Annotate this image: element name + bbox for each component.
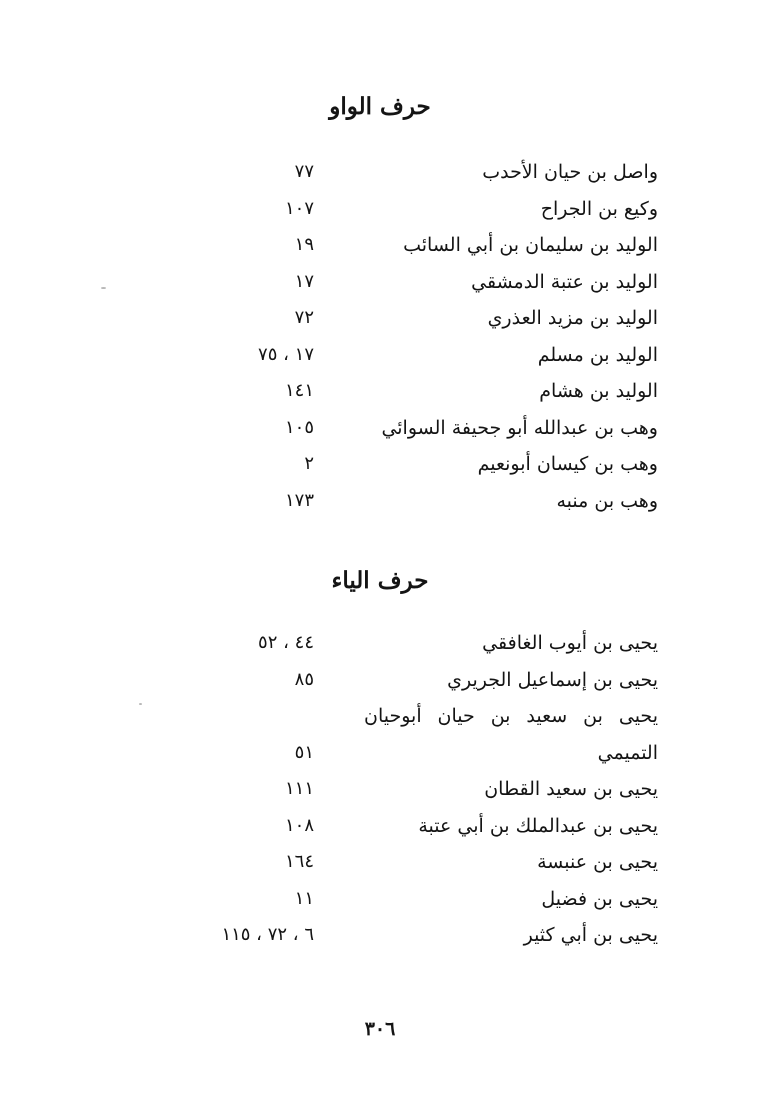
index-entry — [0, 267, 762, 304]
entry-pages: ٢ — [304, 453, 314, 474]
entry-name: وهب بن منبه — [556, 489, 658, 512]
index-entry — [0, 920, 762, 957]
index-entry — [0, 194, 762, 231]
entry-name: وهب بن كيسان أبونعيم — [477, 453, 658, 475]
entry-pages: ١٦٤ — [284, 851, 314, 872]
entry-pages: ١٤١ — [284, 380, 314, 401]
entry-name: الوليد بن سليمان بن أبي السائب — [403, 234, 658, 256]
index-entry — [0, 230, 762, 267]
entry-name: يحيى بن عنبسة — [537, 851, 658, 873]
entry-name: يحيى بن سعيد بن حيان أبوحيان — [364, 705, 658, 727]
entry-name: الوليد بن هشام — [539, 380, 658, 402]
index-entry — [0, 486, 762, 523]
entry-pages: ١٩ — [294, 234, 314, 255]
entry-name: الوليد بن مسلم — [537, 343, 658, 366]
entry-pages: ١٧٣ — [284, 489, 314, 511]
entry-name: يحيى بن سعيد القطان — [484, 778, 658, 800]
entry-pages: ٧٢ — [294, 307, 314, 328]
index-entry — [0, 884, 762, 921]
index-entry — [0, 847, 762, 884]
index-entry — [0, 413, 762, 450]
entry-name: الوليد بن مزيد العذري — [487, 307, 658, 329]
scan-speck — [139, 703, 142, 705]
entry-name: يحيى بن أبي كثير — [523, 924, 658, 946]
entry-pages: ١٧ — [294, 270, 314, 292]
section-heading-waw: حرف الواو — [329, 93, 431, 120]
index-entry — [0, 774, 762, 811]
entry-name: يحيى بن عبدالملك بن أبي عتبة — [418, 814, 658, 837]
entry-name: واصل بن حيان الأحدب — [482, 161, 658, 183]
entry-pages: ١١١ — [284, 778, 314, 799]
index-entry — [0, 628, 762, 665]
index-entry — [0, 665, 762, 702]
entry-pages: ٥١ — [294, 741, 314, 763]
index-entry — [0, 811, 762, 848]
scan-speck — [101, 287, 106, 289]
entry-pages: ١٧ ، ٧٥ — [258, 343, 314, 365]
index-entry — [0, 340, 762, 377]
entry-name: يحيى بن فضيل — [541, 887, 658, 910]
section-waw-entries — [0, 157, 762, 522]
index-entry-continuation — [0, 738, 762, 775]
entry-pages: ١٠٥ — [284, 416, 314, 438]
page-number: ٣٠٦ — [364, 1018, 396, 1040]
entry-name: يحيى بن أيوب الغافقي — [482, 632, 658, 654]
entry-name: التميمي — [597, 741, 658, 764]
entry-pages: ٦ ، ٧٢ ، ١١٥ — [221, 924, 314, 945]
entry-pages: ١٠٨ — [284, 814, 314, 836]
entry-name: الوليد بن عتبة الدمشقي — [471, 270, 658, 293]
entry-pages: ١١ — [294, 887, 314, 909]
entry-pages: ٧٧ — [294, 161, 314, 182]
index-entry — [0, 157, 762, 194]
index-entry — [0, 376, 762, 413]
entry-pages: ١٠٧ — [284, 197, 314, 219]
entry-name: وهب بن عبدالله أبو جحيفة السوائي — [381, 416, 658, 439]
entry-name: وكيع بن الجراح — [540, 197, 658, 220]
index-entry — [0, 303, 762, 340]
entry-name: يحيى بن إسماعيل الجريري — [447, 668, 658, 691]
section-heading-ya: حرف الياء — [331, 567, 429, 594]
entry-pages: ٤٤ ، ٥٢ — [258, 632, 314, 653]
entry-pages: ٨٥ — [294, 668, 314, 690]
index-entry — [0, 449, 762, 486]
section-ya-entries — [0, 628, 762, 957]
index-entry — [0, 701, 762, 738]
